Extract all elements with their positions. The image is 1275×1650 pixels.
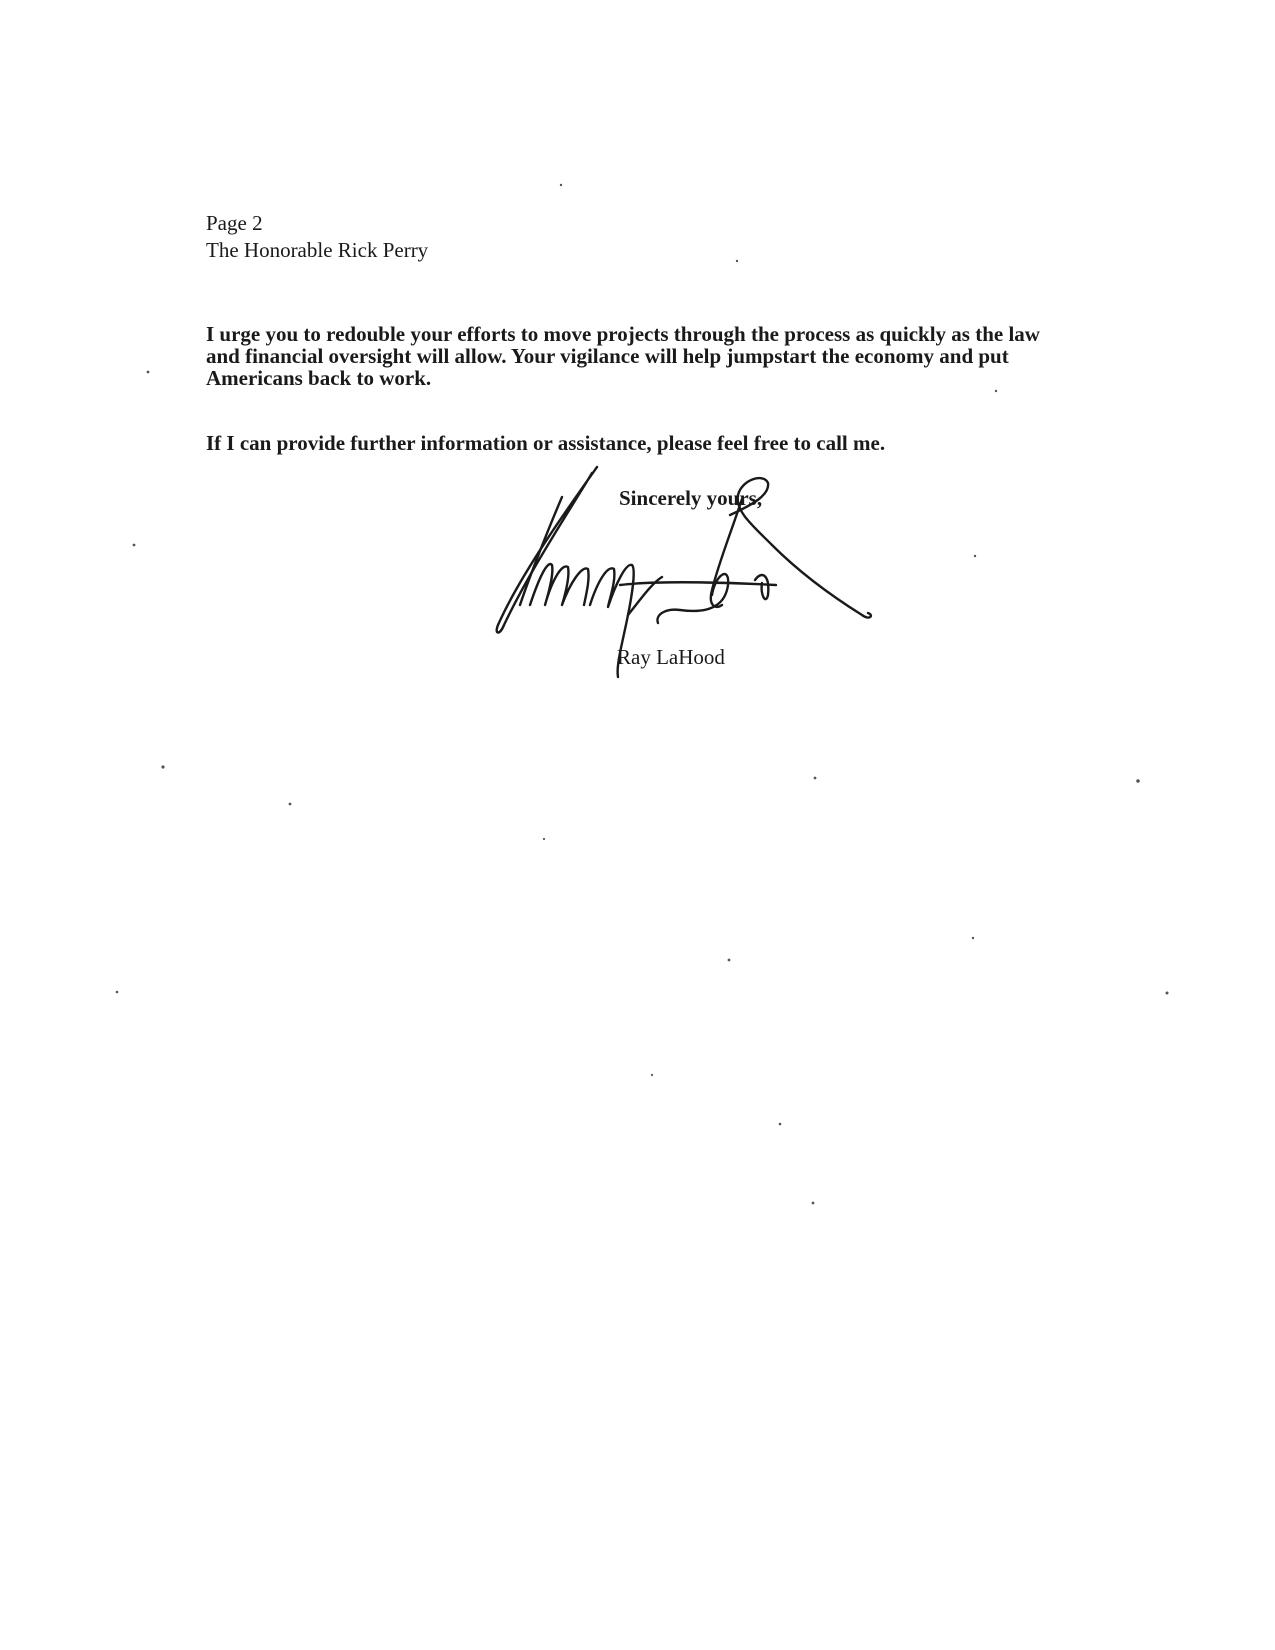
paragraph-line: Americans back to work.: [206, 366, 432, 390]
page-label: Page 2: [206, 211, 263, 235]
paragraph-line: and financial oversight will allow. Your vigilance will help jumpstart the economy and put: [206, 344, 1009, 368]
paragraph-line: If I can provide further information or assistance, please feel free to call me.: [206, 431, 886, 455]
signer-name: Ray LaHood: [617, 645, 725, 669]
valediction: Sincerely yours,: [619, 486, 763, 510]
letter-header: [206, 210, 428, 264]
paragraph-line: I urge you to redouble your efforts to move projects through the process as quickly as the law: [206, 322, 1040, 346]
handwritten-signature: [490, 465, 910, 695]
body-paragraph-2: [206, 432, 1086, 454]
body-paragraph-1: [206, 323, 1086, 389]
recipient-line: The Honorable Rick Perry: [206, 238, 429, 262]
